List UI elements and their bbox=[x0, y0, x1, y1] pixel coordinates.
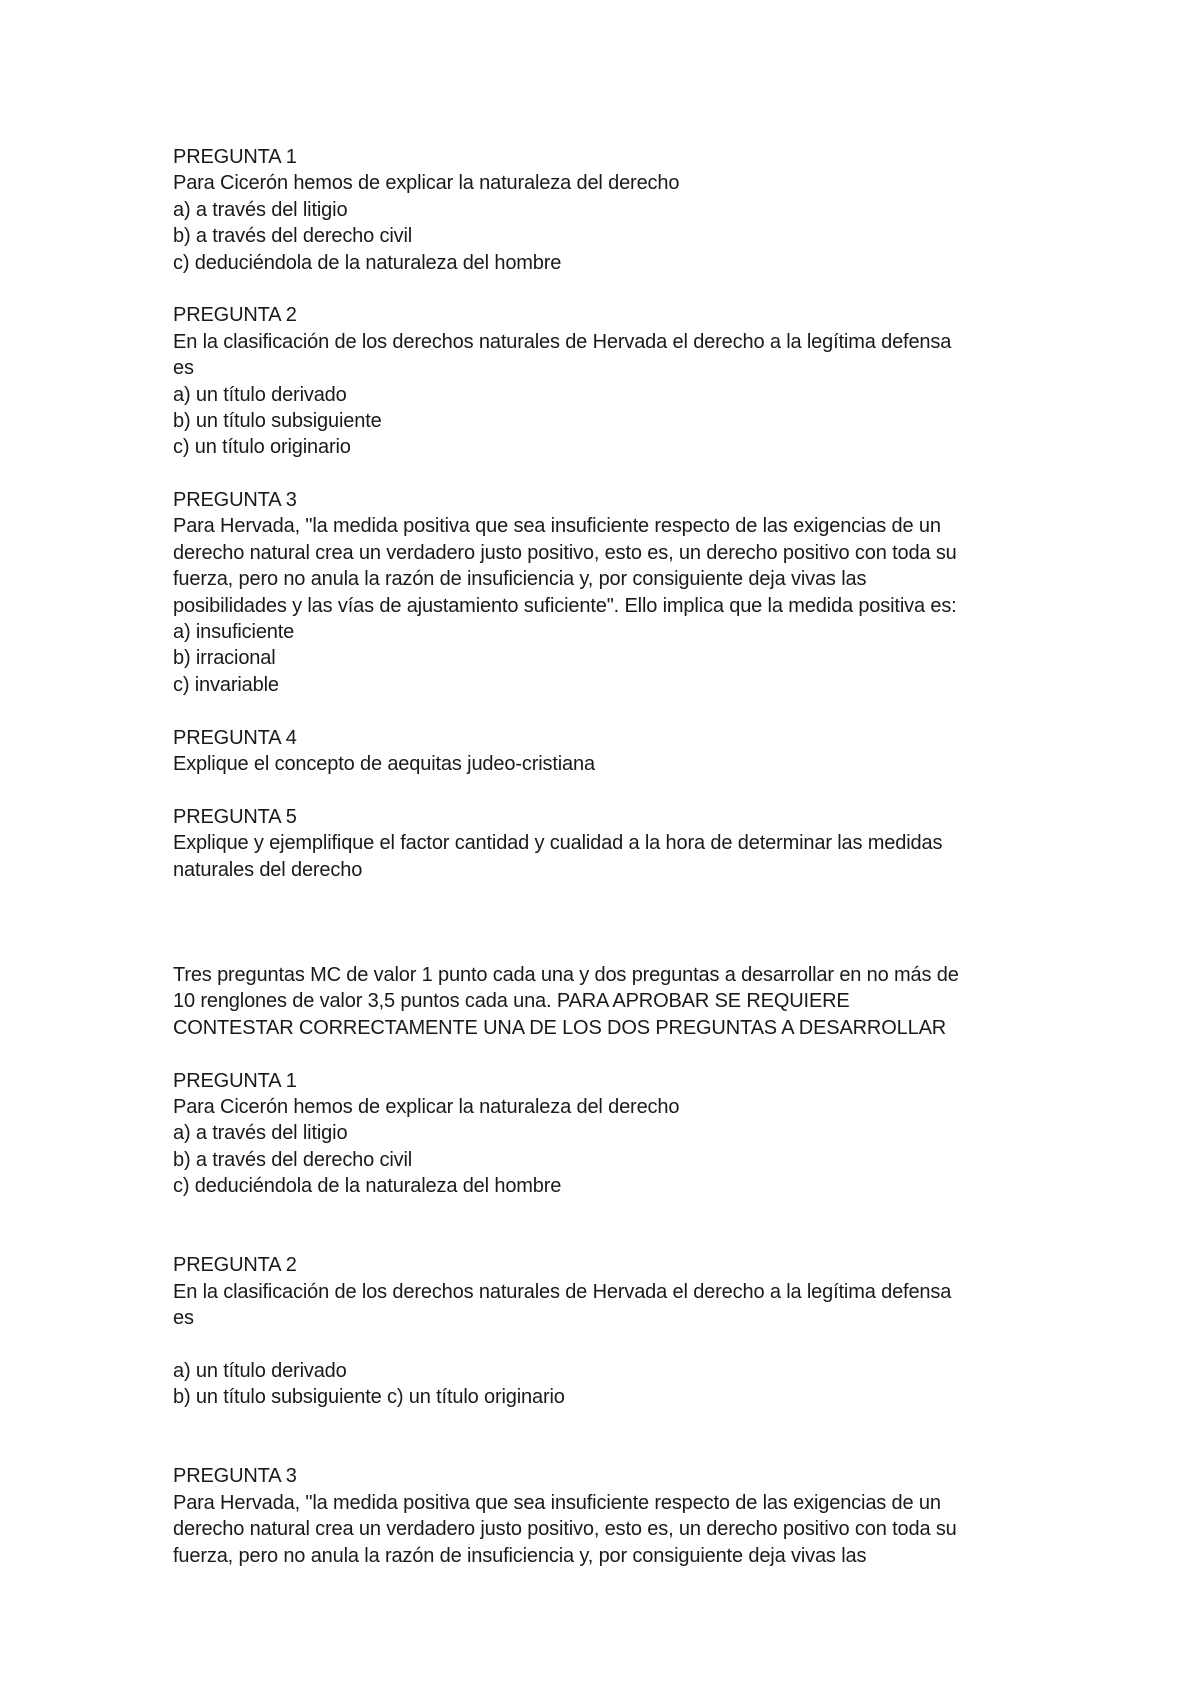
option-b: b) irracional bbox=[173, 647, 276, 670]
question-text: derecho natural crea un verdadero justo positivo, esto es, un derecho positivo con toda su bbox=[173, 541, 957, 564]
question-title: PREGUNTA 5 bbox=[173, 805, 297, 828]
question-title: PREGUNTA 2 bbox=[173, 1254, 297, 1277]
question-5 bbox=[173, 804, 1043, 883]
instructions-text: Tres preguntas MC de valor 1 punto cada una y dos preguntas a desarrollar en no más de bbox=[173, 963, 959, 986]
question-text: Para Cicerón hemos de explicar la naturaleza del derecho bbox=[173, 1095, 680, 1118]
option-b: b) a través del derecho civil bbox=[173, 1148, 413, 1171]
question-text: fuerza, pero no anula la razón de insuficiencia y, por consiguiente deja vivas las bbox=[173, 568, 867, 591]
question-text: Para Hervada, "la medida positiva que sea insuficiente respecto de las exigencias de un bbox=[173, 515, 941, 538]
question-title: PREGUNTA 4 bbox=[173, 726, 297, 749]
spacer bbox=[173, 1041, 1043, 1067]
question-text: Para Hervada, "la medida positiva que sea insuficiente respecto de las exigencias de un bbox=[173, 1491, 941, 1514]
document-page bbox=[173, 144, 1043, 1569]
option-a: a) un título derivado bbox=[173, 1359, 347, 1382]
spacer bbox=[173, 883, 1043, 962]
question-title: PREGUNTA 3 bbox=[173, 489, 297, 512]
question-text: es bbox=[173, 357, 194, 380]
question-text: naturales del derecho bbox=[173, 858, 363, 881]
question-3 bbox=[173, 487, 1043, 698]
spacer bbox=[173, 1199, 1043, 1252]
option-b: b) un título subsiguiente bbox=[173, 409, 382, 432]
option-b: b) a través del derecho civil bbox=[173, 225, 413, 248]
option-a: a) insuficiente bbox=[173, 621, 295, 644]
question-title: PREGUNTA 2 bbox=[173, 304, 297, 327]
option-a: a) un título derivado bbox=[173, 383, 347, 406]
question-text: En la clasificación de los derechos naturales de Hervada el derecho a la legítima defensa bbox=[173, 330, 952, 353]
question-text: es bbox=[173, 1307, 194, 1330]
question-title: PREGUNTA 1 bbox=[173, 1069, 297, 1092]
question-text: Explique y ejemplifique el factor cantidad y cualidad a la hora de determinar las medidas bbox=[173, 832, 943, 855]
instructions-text: 10 renglones de valor 3,5 puntos cada una. PARA APROBAR SE REQUIERE bbox=[173, 990, 850, 1013]
question-3-repeat bbox=[173, 1463, 1043, 1569]
option-a: a) a través del litigio bbox=[173, 1122, 348, 1145]
question-2 bbox=[173, 302, 1043, 460]
question-text: Para Cicerón hemos de explicar la naturaleza del derecho bbox=[173, 172, 680, 195]
question-text: Explique el concepto de aequitas judeo-cristiana bbox=[173, 752, 595, 775]
spacer bbox=[173, 276, 1043, 302]
question-title: PREGUNTA 1 bbox=[173, 146, 297, 168]
exam-instructions bbox=[173, 962, 1043, 1041]
question-text: En la clasificación de los derechos naturales de Hervada el derecho a la legítima defensa bbox=[173, 1280, 952, 1303]
option-c: c) deduciéndola de la naturaleza del hombre bbox=[173, 251, 562, 274]
instructions-text: CONTESTAR CORRECTAMENTE UNA DE LOS DOS PREGUNTAS A DESARROLLAR bbox=[173, 1016, 947, 1039]
spacer bbox=[173, 698, 1043, 724]
option-c: c) invariable bbox=[173, 673, 279, 696]
option-c: c) un título originario bbox=[173, 436, 351, 459]
question-text: derecho natural crea un verdadero justo positivo, esto es, un derecho positivo con toda su bbox=[173, 1518, 957, 1541]
question-1 bbox=[173, 144, 1043, 276]
question-1-repeat bbox=[173, 1068, 1043, 1200]
question-2-repeat bbox=[173, 1252, 1043, 1410]
spacer bbox=[173, 461, 1043, 487]
option-c: c) deduciéndola de la naturaleza del hombre bbox=[173, 1175, 562, 1198]
option-b-c: b) un título subsiguiente c) un título originario bbox=[173, 1386, 565, 1409]
blank-line bbox=[173, 1331, 1043, 1357]
question-4 bbox=[173, 725, 1043, 778]
question-title: PREGUNTA 3 bbox=[173, 1465, 297, 1488]
spacer bbox=[173, 777, 1043, 803]
question-text: fuerza, pero no anula la razón de insuficiencia y, por consiguiente deja vivas las bbox=[173, 1544, 867, 1567]
option-a: a) a través del litigio bbox=[173, 198, 348, 221]
question-text: posibilidades y las vías de ajustamiento suficiente". Ello implica que la medida positiva es: bbox=[173, 594, 957, 617]
spacer bbox=[173, 1411, 1043, 1464]
